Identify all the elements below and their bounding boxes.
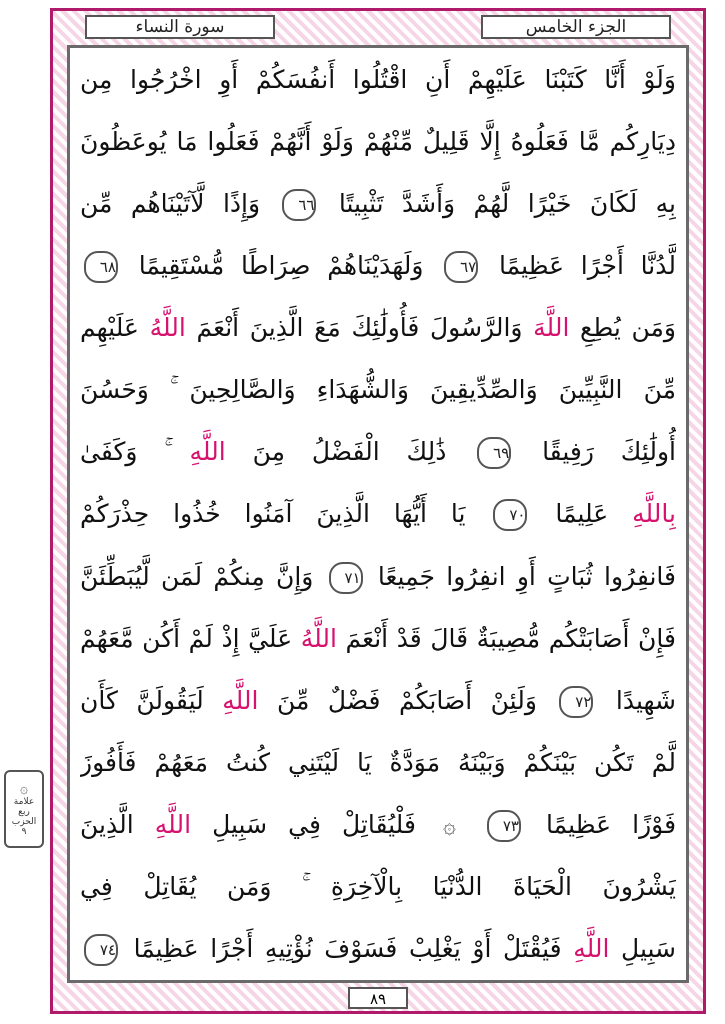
divine-name: اللَّهُ	[300, 623, 337, 653]
quran-text-block	[80, 54, 676, 974]
verse-text: ذَٰلِكَ الْفَضْلُ مِنَ	[225, 437, 447, 467]
divine-name: اللَّهِ	[222, 685, 259, 715]
verse-text: عَلِيمًا	[555, 499, 609, 529]
verse-text: شَهِيدًا	[615, 685, 676, 715]
verse-text: الَّذِينَ	[80, 809, 134, 839]
ayah-number-marker: ٦٨	[84, 251, 118, 283]
ayah-number-marker: ٧٤	[84, 934, 118, 966]
verse-text: فَانفِرُوا ثُبَاتٍ أَوِ انفِرُوا جَمِيعًا	[377, 561, 676, 591]
text-line	[80, 551, 676, 602]
verse-text: يَا أَيُّهَا الَّذِينَ آمَنُوا خُذُوا حِذْرَكُمْ	[80, 499, 466, 529]
verse-text: فَوْزًا عَظِيمًا	[546, 809, 676, 839]
verse-text: عَلَيْهِم	[80, 313, 139, 343]
divine-name: اللَّهِ	[154, 809, 192, 839]
verse-text: لَّدُنَّا أَجْرًا عَظِيمًا	[499, 251, 676, 281]
verse-text: وَلَهَدَيْنَاهُمْ صِرَاطًا مُّسْتَقِيمًا	[138, 251, 424, 281]
juz-name-header: الجزء الخامس	[481, 15, 671, 39]
verse-text: وَلَئِنْ أَصَابَكُمْ فَضْلٌ مِّنَ	[258, 685, 537, 715]
hizb-number: ٩	[21, 827, 27, 837]
hizb-quarter-marker	[4, 770, 44, 848]
divine-name: بِاللَّهِ	[632, 499, 676, 529]
text-line	[80, 178, 676, 229]
text-line	[80, 302, 676, 353]
verse-text: فَإِنْ أَصَابَتْكُم مُّصِيبَةٌ قَالَ قَدْ أَنْعَمَ	[336, 623, 676, 653]
text-line	[80, 364, 676, 415]
ayah-number-marker: ٧٢	[559, 686, 593, 718]
text-line	[80, 54, 676, 105]
verse-text: مِّنَ النَّبِيِّينَ وَالصِّدِّيقِينَ وَالشُّهَدَاءِ وَالصَّالِحِينَ ۚ وَحَسُنَ	[80, 375, 676, 405]
text-line	[80, 240, 676, 291]
hizb-label-1: علامة ربع	[13, 797, 35, 817]
text-line	[80, 737, 676, 788]
verse-text: وَإِذًا لَّآتَيْنَاهُم مِّن	[80, 189, 261, 219]
verse-text: فَلْيُقَاتِلْ فِي سَبِيلِ	[191, 809, 416, 839]
divine-name: اللَّهِ	[573, 933, 610, 963]
text-line	[80, 488, 676, 539]
text-line	[80, 923, 676, 974]
ayah-number-marker: ٧١	[329, 562, 363, 594]
surah-name-header: سورة النساء	[85, 15, 275, 39]
page-number: ٨٩	[348, 987, 408, 1009]
verse-text: وَإِنَّ مِنكُمْ لَمَن لَّيُبَطِّئَنَّ	[80, 561, 314, 591]
ayah-number-marker: ٧٠	[493, 499, 527, 531]
rub-el-hizb-icon: ۞	[442, 813, 456, 839]
verse-text: لَيَقُولَنَّ كَأَن	[80, 685, 204, 715]
verse-text: فَيُقْتَلْ أَوْ يَغْلِبْ فَسَوْفَ نُؤْتِيهِ أَجْرًا عَظِيمًا	[133, 933, 562, 963]
divine-name: اللَّهُ	[149, 313, 186, 343]
verse-text: وَالرَّسُولَ فَأُولَٰئِكَ مَعَ الَّذِينَ أَنْعَمَ	[185, 313, 523, 343]
verse-text: عَلَيَّ إِذْ لَمْ أَكُن مَّعَهُمْ	[80, 623, 293, 653]
text-line	[80, 426, 676, 477]
verse-text: بِهِ لَكَانَ خَيْرًا لَّهُمْ وَأَشَدَّ تَثْبِيتًا	[338, 189, 676, 219]
text-line	[80, 613, 676, 664]
text-line	[80, 675, 676, 726]
ayah-number-marker: ٦٩	[477, 437, 511, 469]
text-frame	[67, 45, 689, 983]
verse-text: دِيَارِكُم مَّا فَعَلُوهُ إِلَّا قَلِيلٌ مِّنْهُمْ وَلَوْ أَنَّهُمْ فَعَلُوا مَا يُوعَظُونَ	[80, 127, 676, 157]
divine-name: اللَّهِ	[189, 437, 226, 467]
text-line	[80, 861, 676, 912]
hizb-label-2: الحزب	[11, 817, 37, 827]
verse-text: سَبِيلِ	[609, 933, 676, 963]
verse-text: وَلَوْ أَنَّا كَتَبْنَا عَلَيْهِمْ أَنِ اقْتُلُوا أَنفُسَكُمْ أَوِ اخْرُجُوا مِن	[80, 65, 676, 94]
verse-text: وَمَن يُطِعِ	[569, 313, 676, 343]
verse-text: يَشْرُونَ الْحَيَاةَ الدُّنْيَا بِالْآخِرَةِ ۚ وَمَن يُقَاتِلْ فِي	[80, 871, 676, 901]
verse-text: أُولَٰئِكَ رَفِيقًا	[542, 437, 676, 467]
ayah-number-marker: ٧٣	[487, 810, 521, 842]
hizb-ornament-icon: ۞	[19, 781, 29, 797]
ayah-number-marker: ٦٧	[444, 251, 478, 283]
divine-name: اللَّهَ	[533, 313, 570, 343]
text-line	[80, 799, 676, 850]
page-frame	[50, 8, 706, 1014]
ayah-number-marker: ٦٦	[282, 189, 316, 221]
verse-text: ۚ وَكَفَىٰ	[80, 437, 165, 467]
text-line	[80, 116, 676, 167]
verse-text: لَّمْ تَكُن بَيْنَكُمْ وَبَيْنَهُ مَوَدَّةٌ يَا لَيْتَنِي كُنتُ مَعَهُمْ فَأَفُوزَ	[80, 747, 676, 777]
